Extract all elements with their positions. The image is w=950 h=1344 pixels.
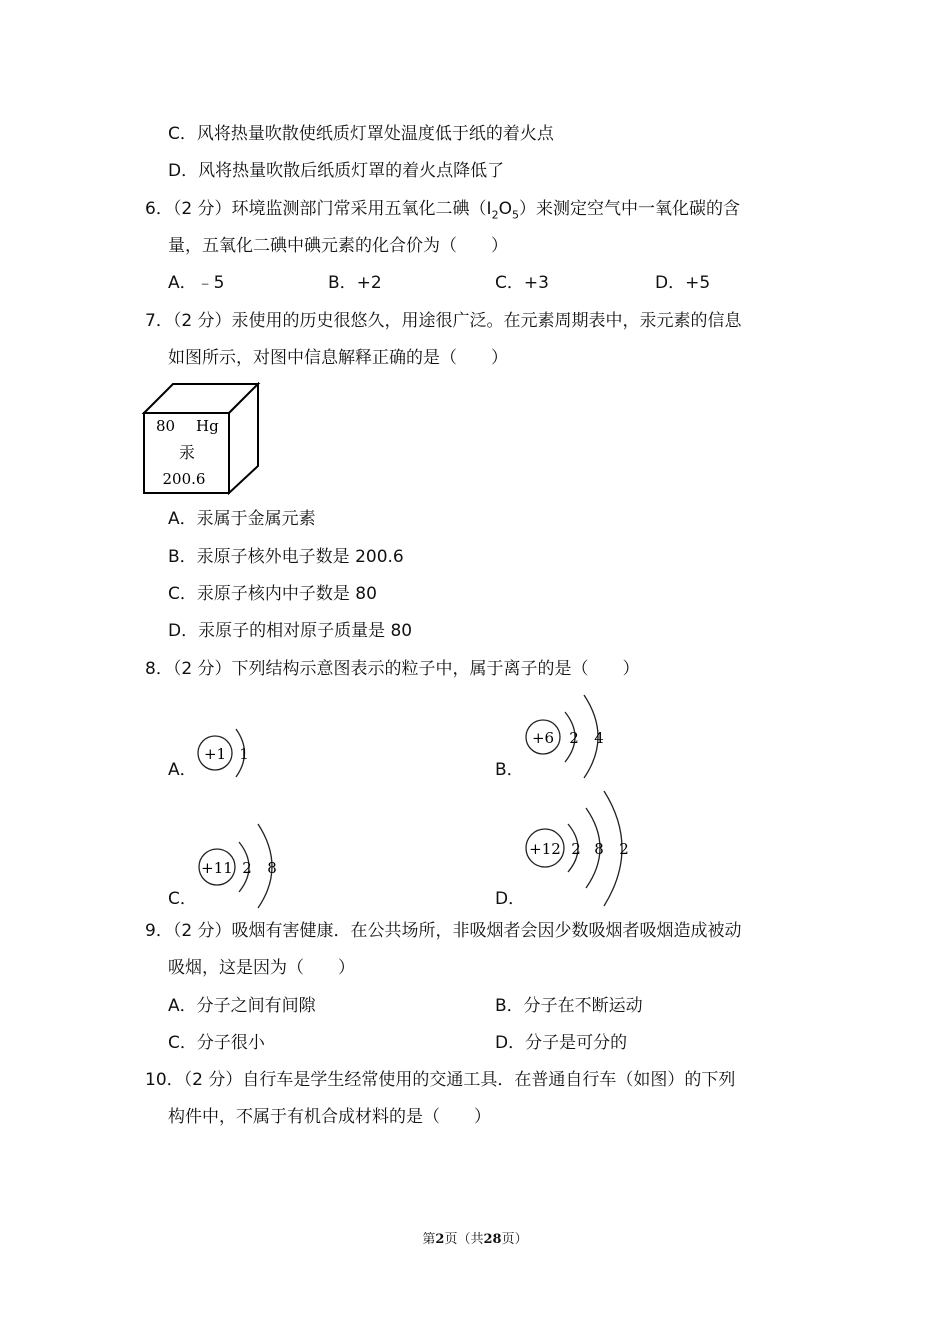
atom-diagram-c (196, 820, 286, 910)
q8-option-b-label: B． (495, 760, 524, 780)
q6-stem-line1 (145, 198, 740, 226)
q9-stem-line2: 吸烟，这是因为（ ） (168, 958, 355, 978)
q7-option-d: D．汞原子的相对原子质量是 80 (168, 621, 413, 641)
atom-diagram-d (522, 788, 637, 910)
q8-option-d-label: D． (495, 889, 526, 909)
shell-electrons: 1 (239, 745, 249, 763)
q9-option-d: D．分子是可分的 (495, 1033, 628, 1053)
q6-option-b: B．+2 (328, 273, 382, 293)
footer-mid: 页（共 (444, 1232, 484, 1247)
page-footer (0, 1228, 950, 1247)
q6-option-d: D．+5 (655, 273, 711, 293)
q9-option-b: B．分子在不断运动 (495, 996, 643, 1016)
q9-stem-line1: 9．（2 分）吸烟有害健康．在公共场所，非吸烟者会因少数吸烟者吸烟造成被动 (145, 921, 742, 941)
element-name: 汞 (178, 443, 196, 462)
q6-stem-text-a: 6．（2 分）环境监测部门常采用五氧化二碘（I (145, 199, 492, 219)
q6-option-a: A．﹣5 (168, 273, 225, 293)
q7-option-a: A．汞属于金属元素 (168, 509, 316, 529)
footer-page-number: 2 (435, 1232, 445, 1247)
shell-electrons: 2 (619, 840, 629, 858)
q5-option-d: D．风将热量吹散后纸质灯罩的着火点降低了 (168, 161, 505, 181)
shell-electrons: 8 (594, 840, 604, 858)
nucleus-charge-a: +1 (203, 745, 227, 763)
atom-diagram-a (195, 725, 255, 780)
q7-stem-line2: 如图所示，对图中信息解释正确的是（ ） (168, 348, 508, 368)
element-symbol: Hg (196, 417, 219, 435)
q5-option-c: C．风将热量吹散使纸质灯罩处温度低于纸的着火点 (168, 124, 554, 144)
footer-total-pages: 28 (483, 1232, 502, 1247)
q6-formula-o: O (498, 199, 512, 219)
q10-stem-line2: 构件中，不属于有机合成材料的是（ ） (168, 1107, 491, 1127)
q10-stem-line1: 10．（2 分）自行车是学生经常使用的交通工具．在普通自行车（如图）的下列 (145, 1070, 736, 1090)
element-atomic-number: 80 (156, 417, 176, 435)
atom-diagram-b (522, 690, 612, 780)
shell-electrons: 2 (242, 859, 252, 877)
shell-electrons: 2 (569, 729, 579, 747)
q8-stem: 8．（2 分）下列结构示意图表示的粒子中，属于离子的是（ ） (145, 659, 640, 679)
q8-option-c-label: C． (168, 889, 197, 909)
footer-pre: 第 (422, 1232, 436, 1247)
q9-option-c: C．分子很小 (168, 1033, 265, 1053)
q6-stem-text-b: ）来测定空气中一氧化碳的含 (518, 199, 740, 219)
q7-option-b: B．汞原子核外电子数是 200.6 (168, 547, 404, 567)
q7-stem-line1: 7．（2 分）汞使用的历史很悠久，用途很广泛。在元素周期表中，汞元素的信息 (145, 311, 742, 331)
q8-option-a-label: A． (168, 760, 197, 780)
q9-option-a: A．分子之间有间隙 (168, 996, 316, 1016)
nucleus-charge-c: +11 (201, 859, 233, 877)
nucleus-charge-d: +12 (529, 840, 561, 858)
shell-electrons: 2 (571, 840, 581, 858)
element-cell-mercury (140, 380, 265, 500)
element-atomic-mass: 200.6 (162, 470, 206, 488)
q6-subscript-1: 2 (491, 208, 499, 222)
q6-option-c: C．+3 (495, 273, 549, 293)
shell-electrons: 8 (267, 859, 277, 877)
q6-subscript-2: 5 (511, 208, 519, 222)
q6-stem-line2: 量，五氧化二碘中碘元素的化合价为（ ） (168, 236, 508, 256)
footer-post: 页） (501, 1232, 528, 1247)
shell-electrons: 4 (594, 729, 604, 747)
q7-option-c: C．汞原子核内中子数是 80 (168, 584, 377, 604)
nucleus-charge-b: +6 (531, 729, 555, 747)
